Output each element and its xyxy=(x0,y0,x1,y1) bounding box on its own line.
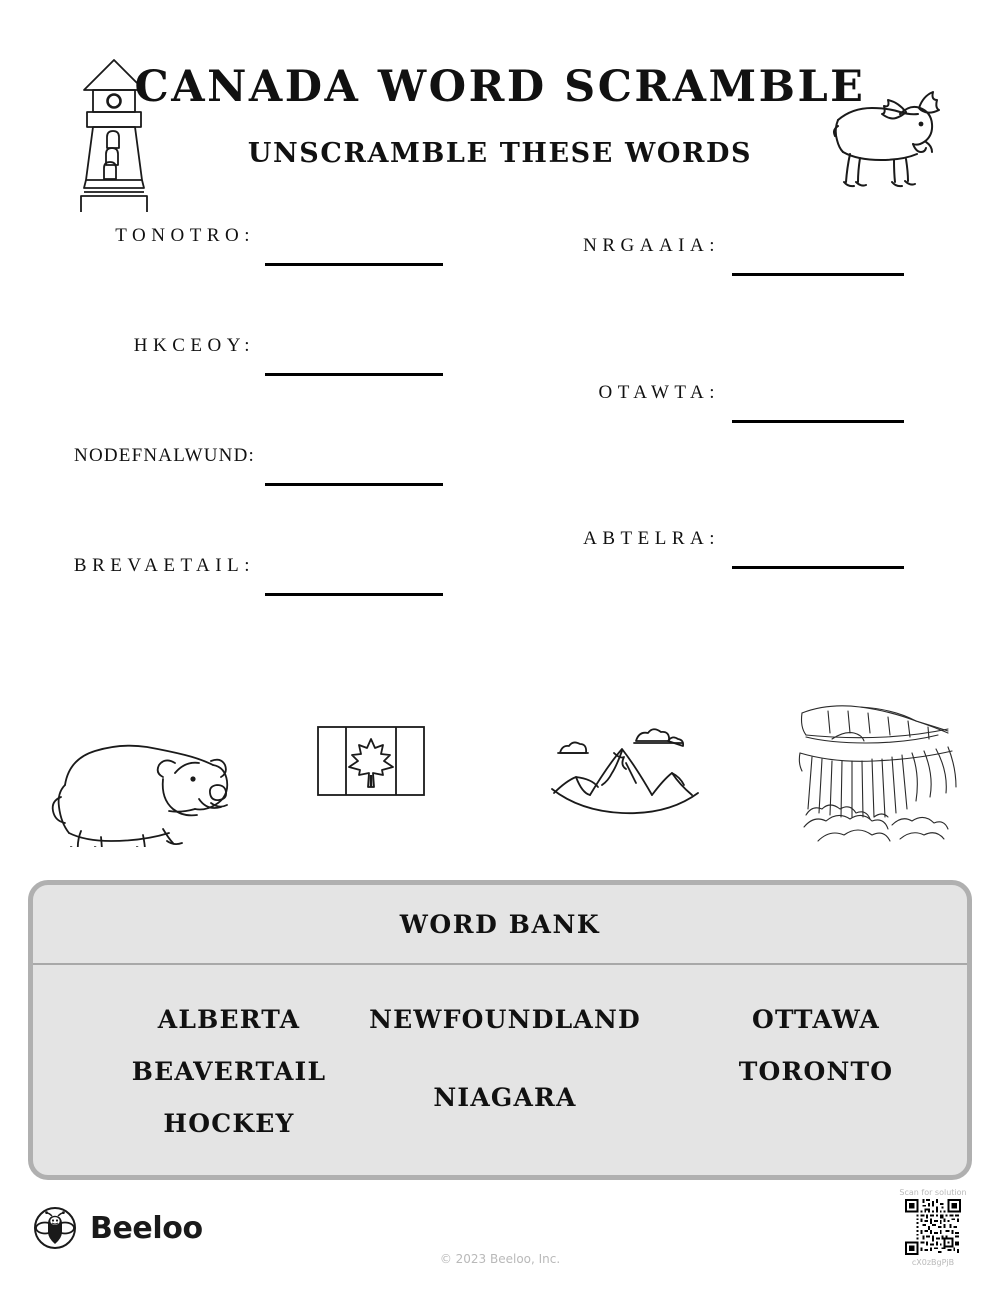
word-bank-word: NIAGARA xyxy=(433,1083,577,1112)
answer-blank[interactable] xyxy=(265,263,443,266)
qr-id-text: cX0zBgPjB xyxy=(911,1258,955,1267)
scramble-word: ABTELRA: xyxy=(583,528,720,549)
brand-name: Beeloo xyxy=(90,1210,203,1246)
word-bank-word: NEWFOUNDLAND xyxy=(369,1005,641,1034)
answer-blank[interactable] xyxy=(732,273,904,276)
illustration-strip xyxy=(0,655,1000,870)
copyright-text: © 2023 Beeloo, Inc. xyxy=(439,1252,561,1266)
moose-icon xyxy=(820,68,965,188)
word-bank-word: OTTAWA xyxy=(752,1005,880,1034)
scramble-word: TONOTRO: xyxy=(115,225,255,246)
scramble-clue-row xyxy=(55,225,255,285)
page-title: CANADA WORD SCRAMBLE xyxy=(134,62,866,112)
word-bank-word: ALBERTA xyxy=(157,1005,301,1034)
word-bank-list xyxy=(33,965,967,1177)
scramble-word: OTAWTA: xyxy=(598,382,720,403)
scramble-word: NODEFNALWUND: xyxy=(74,445,255,466)
answer-blank[interactable] xyxy=(265,373,443,376)
scramble-word: BREVAETAIL: xyxy=(73,555,255,576)
page-header xyxy=(0,0,1000,215)
qr-caption: Scan for solution xyxy=(899,1188,967,1197)
scramble-word: HKCEOY: xyxy=(133,335,255,356)
word-bank-header xyxy=(33,885,967,965)
answer-blank[interactable] xyxy=(732,420,904,423)
scramble-clue-area xyxy=(0,215,1000,645)
answer-blank[interactable] xyxy=(732,566,904,569)
mountains-icon xyxy=(540,725,710,815)
page-subtitle: UNSCRAMBLE THESE WORDS xyxy=(247,138,753,169)
niagara-falls-icon xyxy=(788,675,963,850)
scramble-clue-row xyxy=(55,445,255,505)
qr-block xyxy=(880,1188,986,1267)
bee-logo-icon xyxy=(33,1206,77,1250)
beeloo-brand xyxy=(33,1206,203,1250)
scramble-clue-row xyxy=(55,555,255,615)
answer-blank[interactable] xyxy=(265,483,443,486)
answer-blank[interactable] xyxy=(265,593,443,596)
scramble-clue-row xyxy=(55,335,255,395)
word-bank-word: TORONTO xyxy=(738,1057,894,1086)
bear-icon xyxy=(35,727,235,847)
qr-code-image[interactable] xyxy=(905,1199,961,1255)
word-bank xyxy=(28,880,972,1180)
scramble-clue-row xyxy=(520,235,720,295)
word-bank-word: BEAVERTAIL xyxy=(131,1057,327,1086)
word-bank-title: WORD BANK xyxy=(399,909,601,939)
page-footer xyxy=(0,1180,1000,1294)
scramble-clue-row xyxy=(520,382,720,442)
word-bank-word: HOCKEY xyxy=(163,1109,295,1138)
scramble-clue-row xyxy=(520,528,720,588)
scramble-word: NRGAAIA: xyxy=(583,235,720,256)
canada-flag-icon xyxy=(315,717,427,805)
